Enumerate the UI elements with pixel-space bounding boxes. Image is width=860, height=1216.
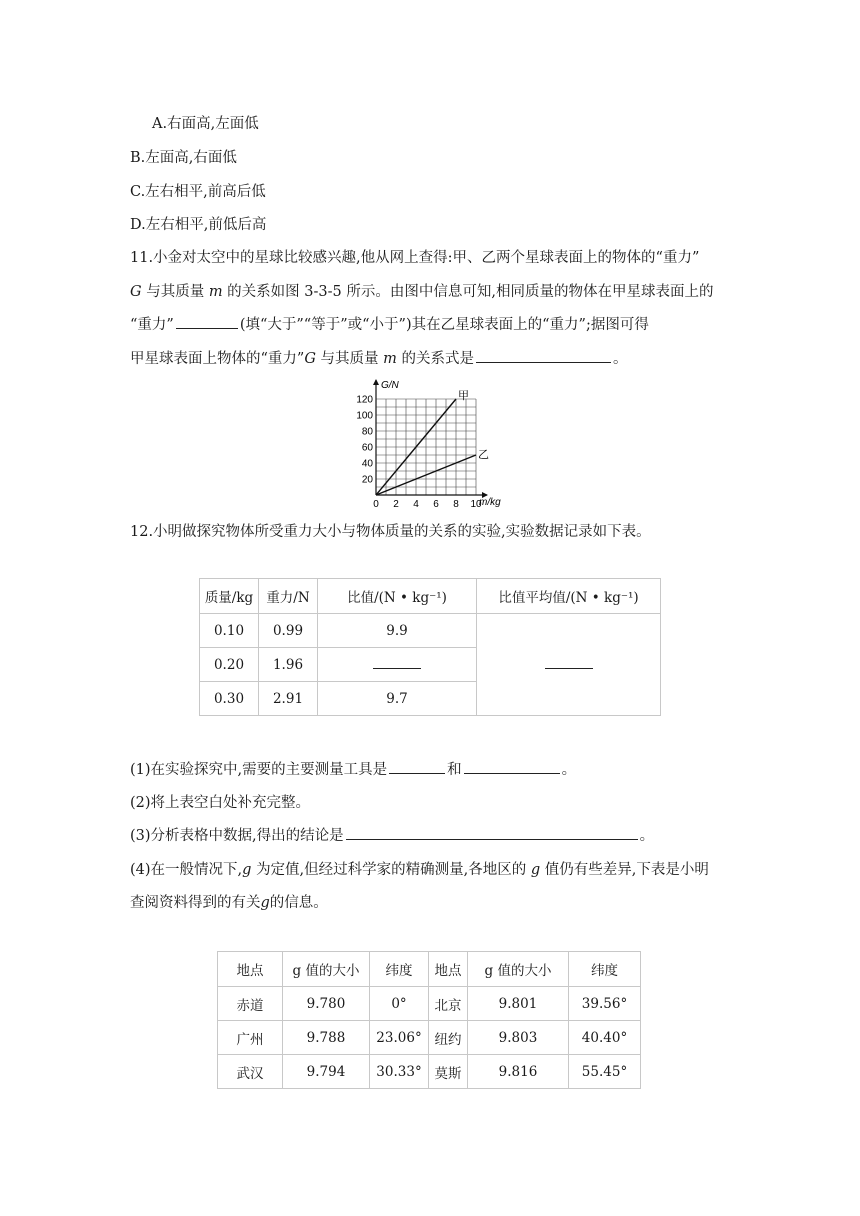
table-cell: 9.780 bbox=[283, 987, 370, 1021]
answer-blank[interactable] bbox=[464, 759, 560, 774]
option-c: C.左右相平,前高后低 bbox=[130, 184, 266, 200]
table-cell: 武汉 bbox=[218, 1055, 283, 1089]
option-d: D.左右相平,前低后高 bbox=[130, 217, 267, 233]
table-cell: 9.7 bbox=[318, 682, 477, 716]
table-cell: 纽约 bbox=[429, 1021, 468, 1055]
data-table bbox=[199, 578, 661, 716]
table-cell: 0.10 bbox=[200, 614, 259, 648]
answer-blank[interactable] bbox=[176, 314, 238, 329]
table-cell: 9.794 bbox=[283, 1055, 370, 1089]
table-cell: 23.06° bbox=[370, 1021, 429, 1055]
table-cell: 广州 bbox=[218, 1021, 283, 1055]
table-cell: 赤道 bbox=[218, 987, 283, 1021]
table-cell: 莫斯 bbox=[429, 1055, 468, 1089]
x-tick-label: 10 bbox=[470, 499, 482, 510]
average-blank-cell[interactable] bbox=[477, 614, 661, 716]
series-label: 甲 bbox=[458, 390, 469, 402]
y-tick-label: 60 bbox=[361, 442, 373, 454]
q12-part1: (1)在实验探究中,需要的主要测量工具是 和 。 bbox=[130, 758, 576, 779]
table-header: g 值的大小 bbox=[283, 952, 370, 987]
table-header: 重力/N bbox=[259, 579, 318, 614]
option-a: A.右面高,左面低 bbox=[152, 116, 259, 132]
y-tick-label: 80 bbox=[361, 426, 373, 438]
q11-line1: 11.小金对太空中的星球比较感兴趣,他从网上查得:甲、乙两个星球表面上的物体的“重力” bbox=[130, 250, 700, 266]
table-header: 比值平均值/(N • kg⁻¹) bbox=[477, 579, 661, 614]
answer-blank[interactable] bbox=[346, 825, 638, 840]
table-header: 地点 bbox=[429, 952, 468, 987]
table-cell: 0.30 bbox=[200, 682, 259, 716]
table-cell: 北京 bbox=[429, 987, 468, 1021]
table-cell: 0.20 bbox=[200, 648, 259, 682]
table-cell: 39.56° bbox=[569, 987, 641, 1021]
x-tick-label: 0 bbox=[373, 499, 379, 510]
y-tick-label: 120 bbox=[356, 394, 373, 406]
x-axis-label: m/kg bbox=[479, 497, 501, 508]
x-tick-label: 2 bbox=[393, 499, 399, 510]
q11-line4: 甲星球表面上物体的“重力”G 与其质量 m 的关系式是 。 bbox=[130, 347, 628, 368]
q12-part4-line1: (4)在一般情况下,g 为定值,但经过科学家的精确测量,各地区的 g 值仍有些差异,下表是小明 bbox=[130, 862, 709, 878]
y-tick-label: 40 bbox=[361, 458, 373, 470]
table-cell: 9.801 bbox=[468, 987, 569, 1021]
table-cell: 40.40° bbox=[569, 1021, 641, 1055]
q11-line3: “重力” (填“大于”“等于”或“小于”)其在乙星球表面上的“重力”;据图可得 bbox=[130, 313, 649, 334]
q11-line2: G 与其质量 m 的关系如图 3-3-5 所示。由图中信息可知,相同质量的物体在甲星球表面上的 bbox=[130, 284, 714, 300]
q12-part3: (3)分析表格中数据,得出的结论是 。 bbox=[130, 824, 654, 845]
table-cell: 2.91 bbox=[259, 682, 318, 716]
y-axis-label: G/N bbox=[381, 380, 399, 391]
answer-blank[interactable] bbox=[389, 759, 445, 774]
y-axis-arrow bbox=[373, 379, 379, 385]
y-tick-label: 20 bbox=[361, 474, 373, 486]
table-cell: 55.45° bbox=[569, 1055, 641, 1089]
table-cell: 9.788 bbox=[283, 1021, 370, 1055]
ratio-blank-cell[interactable] bbox=[318, 648, 477, 682]
series-label: 乙 bbox=[478, 449, 489, 461]
x-tick-label: 8 bbox=[453, 499, 459, 510]
table-cell: 0° bbox=[370, 987, 429, 1021]
y-tick-label: 100 bbox=[356, 410, 373, 422]
q12-stem: 12.小明做探究物体所受重力大小与物体质量的关系的实验,实验数据记录如下表。 bbox=[130, 524, 651, 540]
option-b: B.左面高,右面低 bbox=[130, 150, 237, 166]
table-header: 地点 bbox=[218, 952, 283, 987]
table-cell: 1.96 bbox=[259, 648, 318, 682]
q12-part4-line2: 查阅资料得到的有关g的信息。 bbox=[130, 895, 328, 911]
g-value-table bbox=[217, 951, 641, 1089]
q12-part2: (2)将上表空白处补充完整。 bbox=[130, 795, 311, 811]
table-header: 纬度 bbox=[569, 952, 641, 987]
table-cell: 9.803 bbox=[468, 1021, 569, 1055]
table-header: g 值的大小 bbox=[468, 952, 569, 987]
table-cell: 9.9 bbox=[318, 614, 477, 648]
x-tick-label: 6 bbox=[433, 499, 439, 510]
table-cell: 0.99 bbox=[259, 614, 318, 648]
table-header: 质量/kg bbox=[200, 579, 259, 614]
table-cell: 9.816 bbox=[468, 1055, 569, 1089]
table-cell: 30.33° bbox=[370, 1055, 429, 1089]
table-header: 比值/(N • kg⁻¹) bbox=[318, 579, 477, 614]
x-tick-label: 4 bbox=[413, 499, 419, 510]
table-header: 纬度 bbox=[370, 952, 429, 987]
answer-blank[interactable] bbox=[476, 348, 611, 363]
gravity-mass-chart bbox=[345, 376, 515, 512]
